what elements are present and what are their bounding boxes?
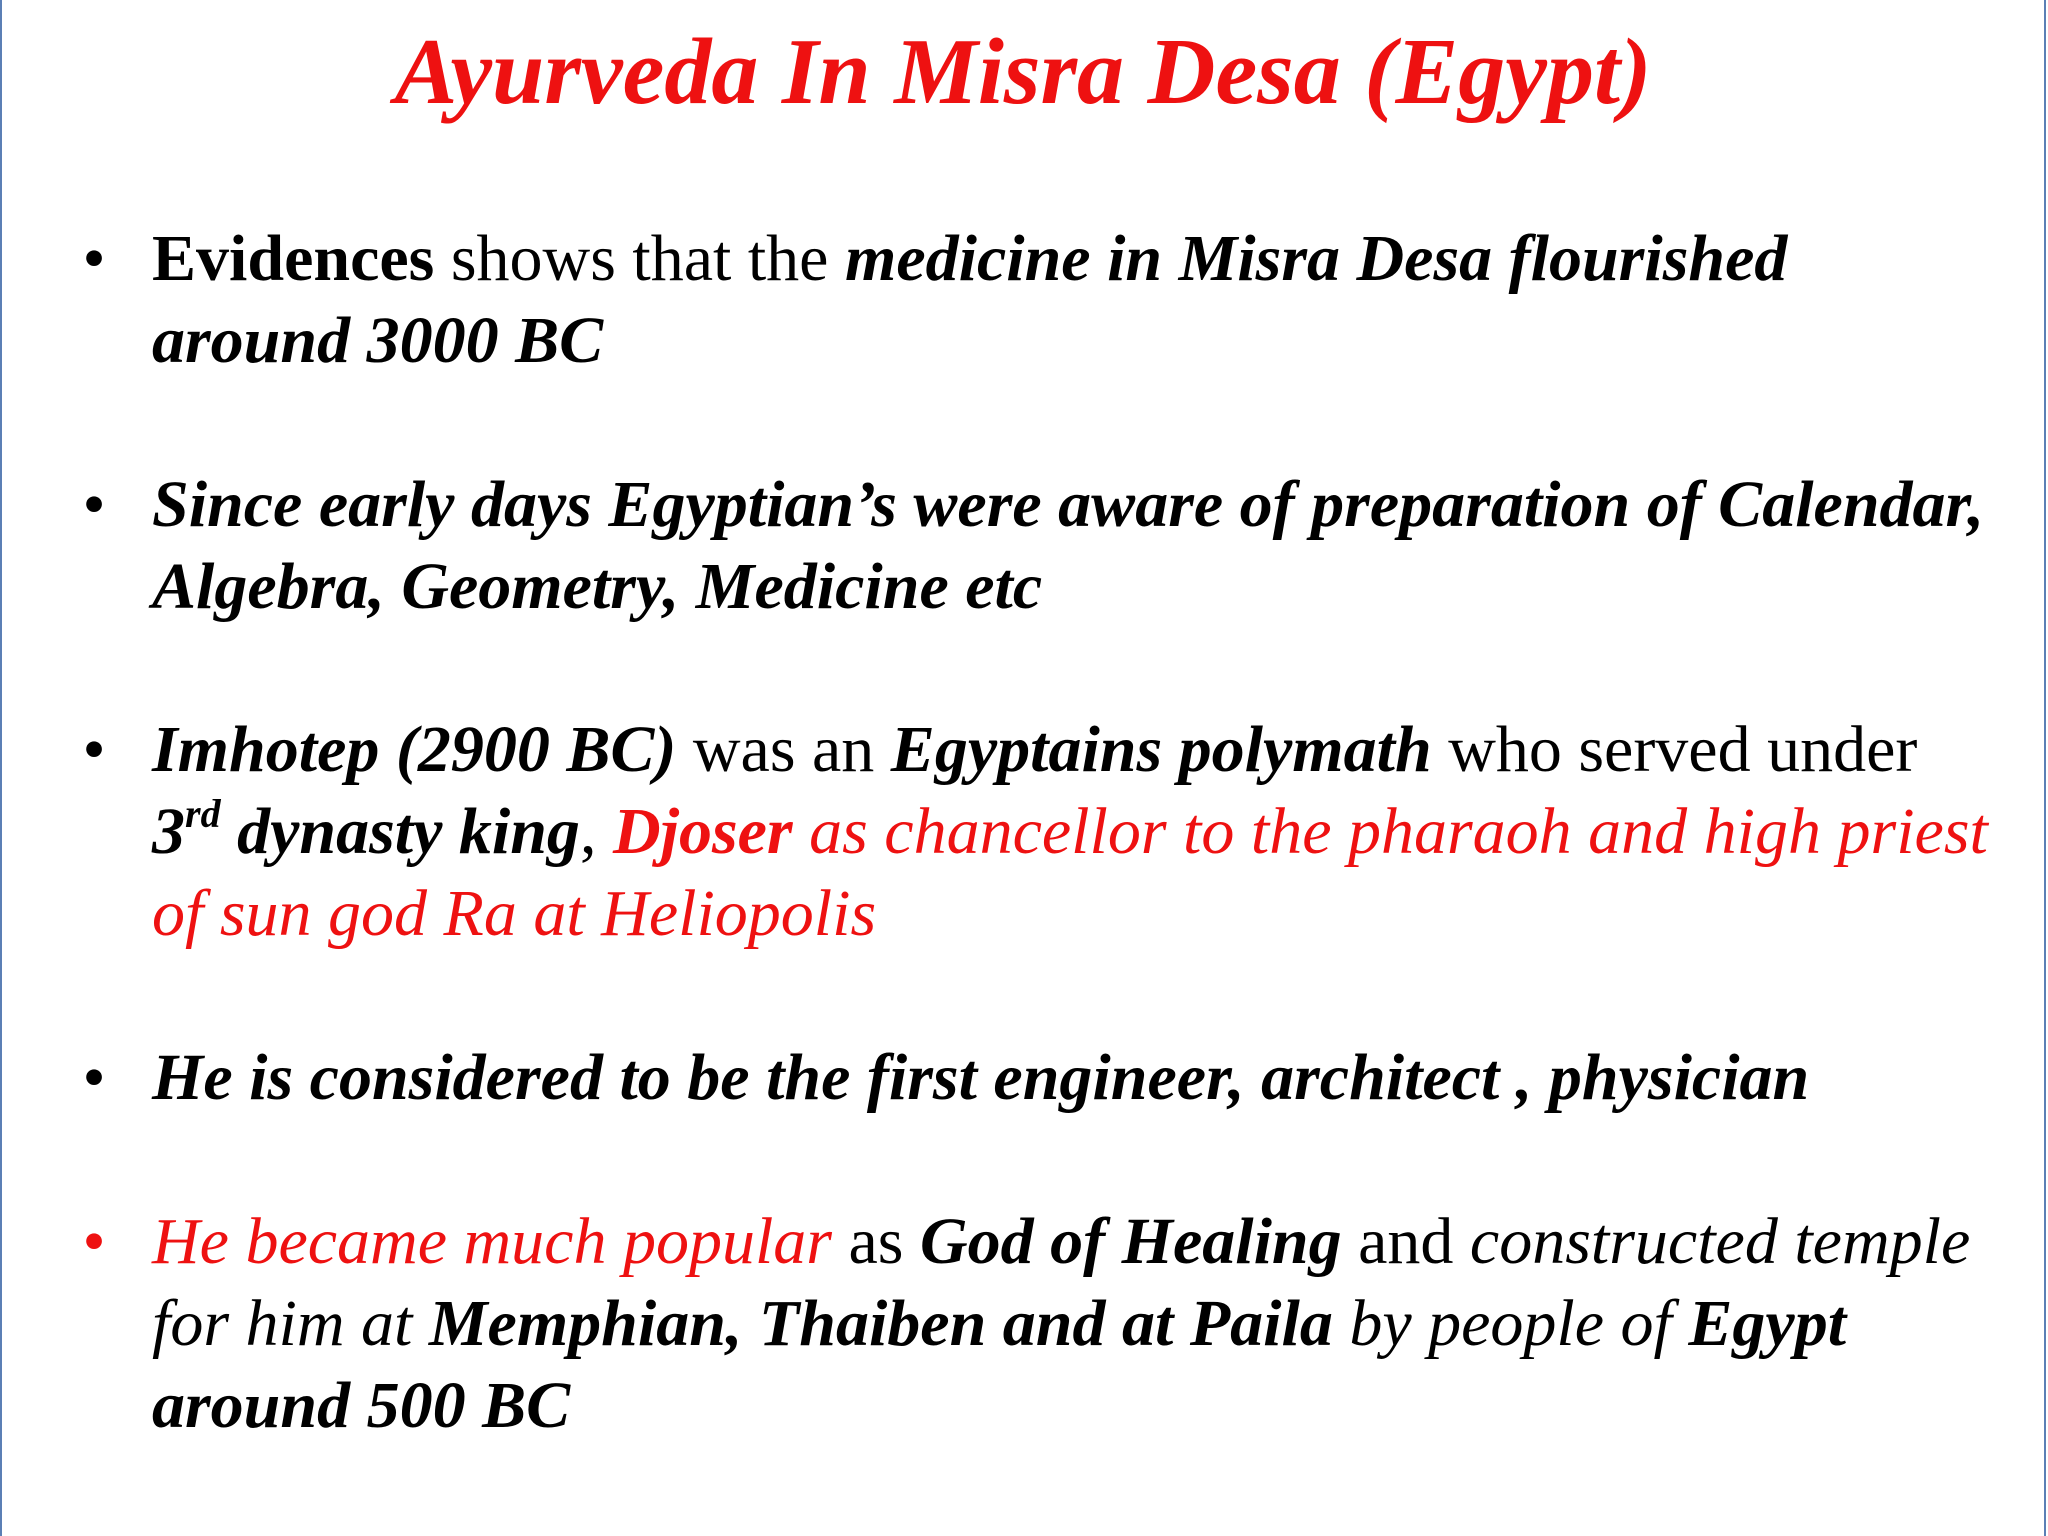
bullet-text-segment: 3	[152, 795, 185, 868]
bullet-text-segment: Egypt around 500 BC	[152, 1287, 1847, 1442]
bullet-item	[74, 464, 1994, 628]
bullet-text-segment: Imhotep (2900 BC)	[152, 713, 677, 786]
bullet-text	[152, 709, 1994, 955]
bullet-text-segment: shows that the	[434, 222, 845, 295]
bullet-text-segment: by people of	[1332, 1287, 1689, 1360]
bullet-text-segment: and	[1341, 1205, 1470, 1278]
bullet-text-segment: who served under	[1431, 713, 1918, 786]
bullet-text	[152, 464, 1994, 628]
bullet-dot: •	[82, 468, 106, 541]
bullet-text-segment: dynasty king	[220, 795, 580, 868]
bullet-text	[152, 1201, 1994, 1447]
bullet-text-segment: medicine in Misra Desa flourished around 3000 BC	[152, 222, 1788, 377]
slide-title: Ayurveda In Misra Desa (Egypt)	[394, 20, 1652, 124]
bullet-text-segment: was an	[676, 713, 891, 786]
bullet-text-segment: He is considered to be the first engineer, architect , physician	[152, 1041, 1810, 1114]
bullet-dot: •	[82, 1205, 106, 1278]
bullet-dot: •	[82, 222, 106, 295]
bullet-text-segment: Evidences	[152, 222, 435, 295]
bullet-text	[152, 218, 1994, 382]
bullet-text-segment: Egyptains polymath	[890, 713, 1432, 786]
bullet-dot: •	[82, 713, 106, 786]
bullet-text-segment: as chancellor to the pharaoh and high priest of sun god Ra at Heliopolis	[152, 795, 1988, 950]
bullet-item	[74, 1037, 1994, 1119]
bullet-text-segment: ,	[579, 795, 613, 868]
bullet-item	[74, 1201, 1994, 1447]
bullet-dot: •	[82, 1041, 106, 1114]
superscript: rd	[185, 791, 221, 836]
bullet-item	[74, 218, 1994, 382]
bullet-text-segment: He became much popular	[152, 1205, 832, 1278]
bullet-text-segment: God of Healing	[919, 1205, 1342, 1278]
bullet-text-segment: Since early days Egyptian’s were aware of preparation of Calendar, Algebra, Geometry, Medicine etc	[152, 468, 1985, 623]
bullet-text-segment: constructed temple for him at	[152, 1205, 1971, 1360]
bullet-text-segment: Memphian, Thaiben and at Paila	[428, 1287, 1333, 1360]
bullet-text-segment: as	[831, 1205, 920, 1278]
bullet-text	[152, 1037, 1994, 1119]
bullet-item	[74, 709, 1994, 955]
bullet-text-segment: Djoser	[612, 795, 793, 868]
